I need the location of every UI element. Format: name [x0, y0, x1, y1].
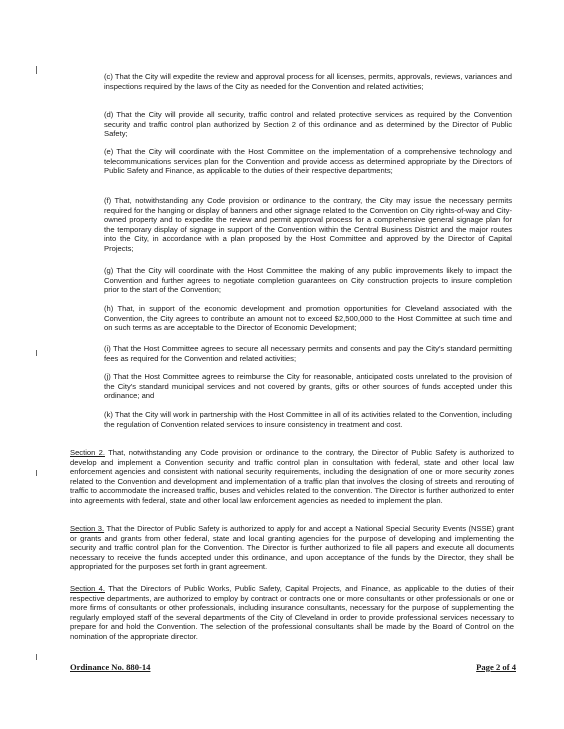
paragraph-k: (k) That the City will work in partnership with the Host Committee in all of its activities related to the Convention, including the regulation of Convention related services to insure consistency in treatment and cost.: [104, 410, 512, 429]
section-4-text: That the Directors of Public Works, Public Safety, Capital Projects, and Finance, as applicable to the duties of their respective departments, are authorized to employ by contract or contracts one or more consultants or other professionals or one or more firms of consultants or other professionals, including insurance consultants, necessary for the purpose of supplementing the regularly employed staff of the several departments of the City of Cleveland in order to provide professional services necessary to prepare for and hold the Convention. The selection of the professional consultants shall be made by the Board of Control on the nomination of the appropriate director.: [70, 584, 514, 641]
margin-mark: [36, 654, 37, 660]
section-3-label: Section 3.: [70, 524, 105, 533]
paragraph-e: (e) That the City will coordinate with the Host Committee on the implementation of a comprehensive technology and telecommunications services plan for the Convention and provide access as determined appropriate by the Directors of Public Safety and Finance, as applicable to the duties of their respective departments;: [104, 147, 512, 176]
margin-mark: [36, 66, 37, 74]
paragraph-h: (h) That, in support of the economic development and promotion opportunities for Cleveland associated with the Convention, the City agrees to contribute an amount not to exceed $2,500,000 to the Host Committee at such time and on such terms as are acceptable to the Director of Economic Development;: [104, 304, 512, 333]
paragraph-i: (i) That the Host Committee agrees to secure all necessary permits and consents and pay the City's standard permitting fees as required for the Convention and related activities;: [104, 344, 512, 363]
section-4: [70, 584, 514, 642]
section-4-label: Section 4.: [70, 584, 105, 593]
section-3-text: That the Director of Public Safety is authorized to apply for and accept a National Special Security Events (NSSE) grant or grants and grants from other federal, state and local granting agencies for the purpose of developing and implementing the security and traffic control plan for the Convention. The Director is further authorized to file all papers and execute all documents necessary to receive the funds accepted under this ordinance, and upon acceptance of the funds by the Director, they shall be appropriated for the purposes set forth in grant agreement.: [70, 524, 514, 572]
paragraph-c: (c) That the City will expedite the review and approval process for all licenses, permits, approvals, reviews, variances and inspections required by the laws of the City as needed for the Convention and related activities;: [104, 72, 512, 91]
margin-mark: [36, 470, 37, 476]
paragraph-j: (j) That the Host Committee agrees to reimburse the City for reasonable, anticipated costs unrelated to the provision of the City's standard municipal services and not covered by grants, gifts or other sources of funds accepted under this ordinance; and: [104, 372, 512, 401]
ordinance-number: Ordinance No. 880-14: [70, 662, 151, 672]
paragraph-d: (d) That the City will provide all security, traffic control and related protective services as required by the Convention security and traffic control plan authorized by Section 2 of this ordinance and as determined by the Director of Public Safety;: [104, 110, 512, 139]
page-number: Page 2 of 4: [476, 662, 516, 672]
section-2-text: That, notwithstanding any Code provision or ordinance to the contrary, the Director of Public Safety is authorized to develop and implement a Convention security and traffic control plan in consultation with federal, state and other local law enforcement agencies and consistent with national security requirements, including the designation of one or more security zones related to the Convention and development and implementation of a traffic plan that involves the closing of streets and rerouting of traffic to accommodate the increased traffic, buses and vehicles related to the convention. The Director is further authorized to enter into agreements with federal, state and other local law enforcement agencies as needed to implement the plan.: [70, 448, 514, 505]
section-2-label: Section 2.: [70, 448, 105, 457]
section-2: [70, 448, 514, 506]
margin-mark: [36, 350, 37, 356]
paragraph-f: (f) That, notwithstanding any Code provision or ordinance to the contrary, the City may issue the necessary permits required for the hanging or display of banners and other signage related to the Convention on City rights-of-way and City-owned property and to expedite the review and permit approval process for a comprehensive general signage plan for the temporary display of signage in support of the Convention within the Central Business District and the major routes into the City, in accordance with a plan proposed by the Host Committee and approved by the Director of Capital Projects;: [104, 196, 512, 253]
paragraph-g: (g) That the City will coordinate with the Host Committee the making of any public improvements likely to impact the Convention and further agrees to negotiate completion guarantees on City construction projects to insure completion prior to the start of the Convention;: [104, 266, 512, 295]
section-3: [70, 524, 514, 572]
